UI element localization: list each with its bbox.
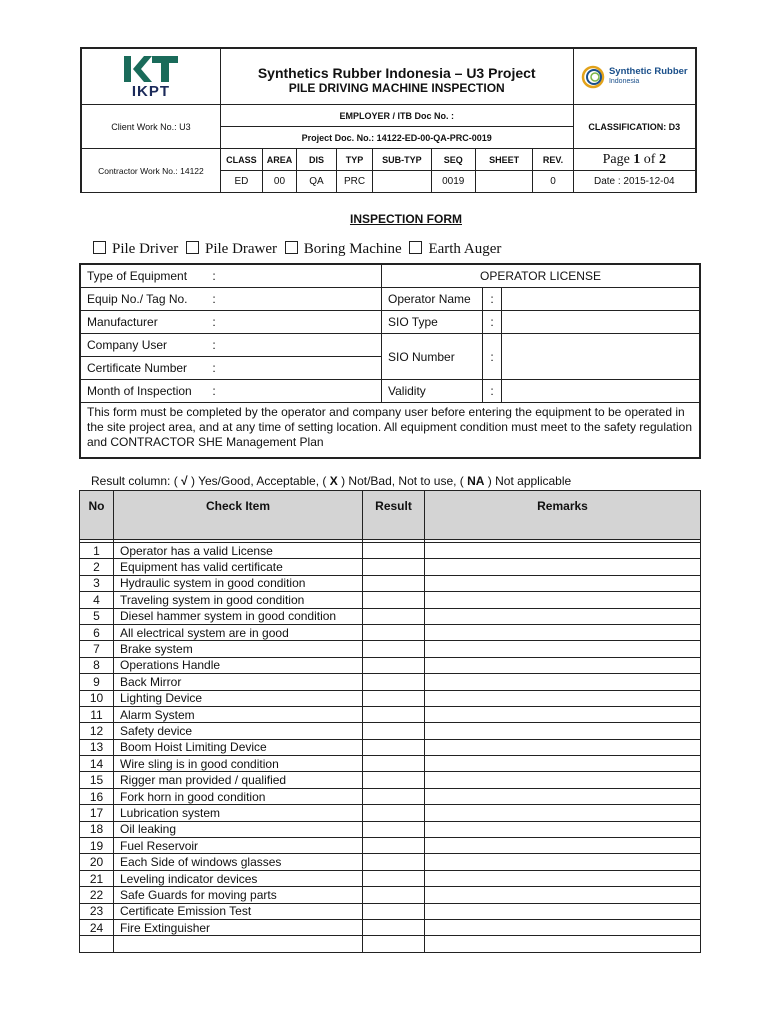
check-item: Leveling indicator devices bbox=[114, 870, 363, 886]
table-row bbox=[80, 739, 701, 755]
row-number: 11 bbox=[80, 706, 114, 722]
colon: : bbox=[483, 380, 502, 403]
check-item: Boom Hoist Limiting Device bbox=[114, 739, 363, 755]
result-cell[interactable] bbox=[363, 592, 425, 608]
result-cell[interactable] bbox=[363, 756, 425, 772]
page-number: 1 bbox=[633, 151, 641, 167]
client-logo-cell bbox=[573, 49, 695, 105]
table-row bbox=[80, 706, 701, 722]
label-manufacturer: Manufacturer bbox=[81, 311, 210, 334]
row-number: 14 bbox=[80, 756, 114, 772]
table-row bbox=[80, 543, 701, 559]
colon: : bbox=[209, 288, 219, 311]
label-company-user: Company User bbox=[81, 334, 210, 357]
empty-cell[interactable] bbox=[363, 936, 425, 952]
empty-cell[interactable] bbox=[425, 936, 701, 952]
table-row bbox=[80, 624, 701, 640]
client-logo-name: Synthetic Rubber bbox=[608, 65, 688, 77]
check-item: Fork horn in good condition bbox=[114, 788, 363, 804]
table-row bbox=[80, 559, 701, 575]
remarks-cell[interactable] bbox=[425, 788, 701, 804]
remarks-cell[interactable] bbox=[425, 674, 701, 690]
option-label: Pile Driver bbox=[112, 241, 179, 257]
remarks-cell[interactable] bbox=[425, 854, 701, 870]
company-user-field[interactable] bbox=[219, 334, 382, 357]
legend-prefix: Result column: ( bbox=[91, 474, 182, 488]
check-item: Operations Handle bbox=[114, 657, 363, 673]
result-cell[interactable] bbox=[363, 772, 425, 788]
val-rev: 0 bbox=[533, 171, 573, 193]
result-cell[interactable] bbox=[363, 821, 425, 837]
equipment-options bbox=[93, 241, 501, 258]
result-cell[interactable] bbox=[363, 706, 425, 722]
result-cell[interactable] bbox=[363, 690, 425, 706]
col-sheet: SHEET bbox=[475, 149, 533, 171]
check-item: Fuel Reservoir bbox=[114, 838, 363, 854]
result-cell[interactable] bbox=[363, 543, 425, 559]
colon: : bbox=[483, 311, 502, 334]
operator-name-field[interactable] bbox=[502, 288, 700, 311]
col-class: CLASS bbox=[220, 149, 262, 171]
label-operator-name: Operator Name bbox=[382, 288, 483, 311]
val-area: 00 bbox=[263, 171, 297, 193]
operator-license-heading: OPERATOR LICENSE bbox=[382, 265, 700, 288]
label-month-of-inspection: Month of Inspection bbox=[81, 380, 210, 403]
table-empty-row bbox=[80, 936, 701, 952]
option-boring-machine[interactable] bbox=[285, 241, 402, 257]
check-item: Operator has a valid License bbox=[114, 543, 363, 559]
ikpt-logo bbox=[82, 54, 220, 99]
page-prefix: Page bbox=[602, 151, 634, 167]
colon: : bbox=[209, 265, 219, 288]
colon: : bbox=[209, 334, 219, 357]
option-label: Earth Auger bbox=[428, 241, 502, 257]
val-sub-typ bbox=[373, 171, 432, 193]
row-number: 1 bbox=[80, 543, 114, 559]
remarks-cell[interactable] bbox=[425, 559, 701, 575]
checklist-table bbox=[79, 490, 701, 953]
type-of-equipment-field[interactable] bbox=[219, 265, 382, 288]
label-validity: Validity bbox=[382, 380, 483, 403]
table-row bbox=[80, 592, 701, 608]
table-row bbox=[80, 919, 701, 935]
result-cell[interactable] bbox=[363, 903, 425, 919]
col-area: AREA bbox=[263, 149, 297, 171]
result-cell[interactable] bbox=[363, 887, 425, 903]
header-check-item: Check Item bbox=[114, 491, 363, 540]
result-cell[interactable] bbox=[363, 608, 425, 624]
manufacturer-field[interactable] bbox=[219, 311, 382, 334]
table-row bbox=[80, 575, 701, 591]
result-cell[interactable] bbox=[363, 739, 425, 755]
row-number: 19 bbox=[80, 838, 114, 854]
row-number: 6 bbox=[80, 624, 114, 640]
check-item: Oil leaking bbox=[114, 821, 363, 837]
row-number: 22 bbox=[80, 887, 114, 903]
ikpt-logo-text: IKPT bbox=[131, 83, 170, 100]
result-cell[interactable] bbox=[363, 919, 425, 935]
title-cell bbox=[220, 49, 573, 105]
row-number: 2 bbox=[80, 559, 114, 575]
legend-x-mark: X bbox=[329, 474, 338, 488]
validity-field[interactable] bbox=[502, 380, 700, 403]
row-number: 4 bbox=[80, 592, 114, 608]
header-remarks: Remarks bbox=[425, 491, 701, 540]
label-type-of-equipment: Type of Equipment bbox=[81, 265, 210, 288]
colon: : bbox=[483, 288, 502, 311]
form-note: This form must be completed by the operator and company user before entering the equipment to be operated in the site project area, and at any time of setting location. All equipment condition must meet to the safety regulation and CONTRACTOR SHE Management Plan bbox=[81, 403, 700, 458]
synthetic-rubber-logo bbox=[574, 65, 695, 89]
check-item: All electrical system are in good bbox=[114, 624, 363, 640]
remarks-cell[interactable] bbox=[425, 821, 701, 837]
row-number: 18 bbox=[80, 821, 114, 837]
table-row bbox=[80, 805, 701, 821]
check-item: Traveling system in good condition bbox=[114, 592, 363, 608]
remarks-cell[interactable] bbox=[425, 919, 701, 935]
check-item: Safe Guards for moving parts bbox=[114, 887, 363, 903]
check-item: Safety device bbox=[114, 723, 363, 739]
client-work-no: Client Work No.: U3 bbox=[82, 105, 221, 149]
row-number: 20 bbox=[80, 854, 114, 870]
result-cell[interactable] bbox=[363, 559, 425, 575]
page-of: of bbox=[640, 151, 659, 167]
remarks-cell[interactable] bbox=[425, 657, 701, 673]
table-row bbox=[80, 674, 701, 690]
form-title: PILE DRIVING MACHINE INSPECTION bbox=[288, 80, 505, 95]
col-sub-typ: SUB-TYP bbox=[373, 149, 432, 171]
row-number: 23 bbox=[80, 903, 114, 919]
equipment-info-table bbox=[79, 263, 701, 459]
col-seq: SEQ bbox=[431, 149, 475, 171]
row-number: 13 bbox=[80, 739, 114, 755]
row-number: 17 bbox=[80, 805, 114, 821]
checkbox-icon[interactable] bbox=[409, 241, 422, 254]
check-item: Wire sling is in good condition bbox=[114, 756, 363, 772]
table-row bbox=[80, 723, 701, 739]
result-cell[interactable] bbox=[363, 657, 425, 673]
project-doc: Project Doc. No.: 14122-ED-00-QA-PRC-0019 bbox=[220, 127, 573, 149]
remarks-cell[interactable] bbox=[425, 739, 701, 755]
remarks-cell[interactable] bbox=[425, 756, 701, 772]
legend-na-text: ) Not applicable bbox=[484, 474, 572, 488]
check-item: Brake system bbox=[114, 641, 363, 657]
row-number: 10 bbox=[80, 690, 114, 706]
option-label: Boring Machine bbox=[303, 241, 402, 257]
result-cell[interactable] bbox=[363, 624, 425, 640]
table-row bbox=[80, 903, 701, 919]
option-label: Pile Drawer bbox=[204, 241, 278, 257]
row-number: 3 bbox=[80, 575, 114, 591]
option-earth-auger[interactable] bbox=[409, 241, 501, 257]
legend-good: ) Yes/Good, Acceptable, ( bbox=[187, 474, 330, 488]
result-cell[interactable] bbox=[363, 575, 425, 591]
colon: : bbox=[209, 311, 219, 334]
row-number: 12 bbox=[80, 723, 114, 739]
remarks-cell[interactable] bbox=[425, 641, 701, 657]
colon: : bbox=[209, 380, 219, 403]
label-certificate-number: Certificate Number bbox=[81, 357, 210, 380]
date: Date : 2015-12-04 bbox=[573, 171, 695, 193]
colon: : bbox=[483, 334, 502, 380]
colon: : bbox=[209, 357, 219, 380]
employer-doc: EMPLOYER / ITB Doc No. : bbox=[220, 105, 573, 127]
table-row bbox=[80, 887, 701, 903]
label-equip-no: Equip No./ Tag No. bbox=[81, 288, 210, 311]
remarks-cell[interactable] bbox=[425, 903, 701, 919]
result-cell[interactable] bbox=[363, 674, 425, 690]
remarks-cell[interactable] bbox=[425, 624, 701, 640]
month-of-inspection-field[interactable] bbox=[219, 380, 382, 403]
remarks-cell[interactable] bbox=[425, 723, 701, 739]
row-number: 16 bbox=[80, 788, 114, 804]
row-number: 8 bbox=[80, 657, 114, 673]
val-sheet bbox=[475, 171, 533, 193]
val-seq: 0019 bbox=[431, 171, 475, 193]
result-cell[interactable] bbox=[363, 723, 425, 739]
val-dis: QA bbox=[296, 171, 336, 193]
checkbox-icon[interactable] bbox=[285, 241, 298, 254]
check-item: Equipment has valid certificate bbox=[114, 559, 363, 575]
certificate-number-field[interactable] bbox=[219, 357, 382, 380]
table-row bbox=[80, 838, 701, 854]
result-cell[interactable] bbox=[363, 641, 425, 657]
val-class: ED bbox=[220, 171, 262, 193]
client-logo-sub: Indonesia bbox=[608, 77, 640, 85]
table-row bbox=[80, 641, 701, 657]
check-item: Alarm System bbox=[114, 706, 363, 722]
result-cell[interactable] bbox=[363, 788, 425, 804]
table-row bbox=[80, 854, 701, 870]
checkbox-icon[interactable] bbox=[93, 241, 106, 254]
row-number: 5 bbox=[80, 608, 114, 624]
page-total: 2 bbox=[658, 151, 666, 167]
ikpt-logo-icon bbox=[122, 54, 180, 84]
remarks-cell[interactable] bbox=[425, 805, 701, 821]
option-pile-drawer[interactable] bbox=[186, 241, 277, 257]
remarks-cell[interactable] bbox=[425, 690, 701, 706]
result-cell[interactable] bbox=[363, 805, 425, 821]
check-item: Lubrication system bbox=[114, 805, 363, 821]
empty-cell bbox=[80, 936, 114, 952]
header-result: Result bbox=[363, 491, 425, 540]
remarks-cell[interactable] bbox=[425, 870, 701, 886]
check-item: Back Mirror bbox=[114, 674, 363, 690]
form-heading: INSPECTION FORM bbox=[349, 212, 462, 226]
table-row bbox=[80, 657, 701, 673]
result-cell[interactable] bbox=[363, 838, 425, 854]
check-item: Certificate Emission Test bbox=[114, 903, 363, 919]
val-typ: PRC bbox=[337, 171, 373, 193]
header-no: No bbox=[80, 491, 114, 540]
check-item: Fire Extinguisher bbox=[114, 919, 363, 935]
col-typ: TYP bbox=[337, 149, 373, 171]
check-item: Each Side of windows glasses bbox=[114, 854, 363, 870]
empty-cell bbox=[114, 936, 363, 952]
remarks-cell[interactable] bbox=[425, 608, 701, 624]
remarks-cell[interactable] bbox=[425, 838, 701, 854]
check-item: Rigger man provided / qualified bbox=[114, 772, 363, 788]
row-number: 21 bbox=[80, 870, 114, 886]
row-number: 24 bbox=[80, 919, 114, 935]
project-title: Synthetics Rubber Indonesia – U3 Project bbox=[257, 64, 536, 81]
check-item: Diesel hammer system in good condition bbox=[114, 608, 363, 624]
row-number: 15 bbox=[80, 772, 114, 788]
equip-no-field[interactable] bbox=[219, 288, 382, 311]
table-row bbox=[80, 608, 701, 624]
table-row bbox=[80, 788, 701, 804]
result-legend bbox=[91, 474, 571, 488]
label-sio-number: SIO Number bbox=[382, 334, 483, 380]
check-item: Hydraulic system in good condition bbox=[114, 575, 363, 591]
table-row bbox=[80, 870, 701, 886]
col-rev: REV. bbox=[533, 149, 573, 171]
remarks-cell[interactable] bbox=[425, 887, 701, 903]
document-header bbox=[80, 47, 697, 193]
remarks-cell[interactable] bbox=[425, 543, 701, 559]
col-dis: DIS bbox=[296, 149, 336, 171]
legend-na-mark: NA bbox=[467, 474, 485, 488]
ikpt-logo-cell bbox=[82, 49, 221, 105]
result-cell[interactable] bbox=[363, 854, 425, 870]
legend-bad: ) Not/Bad, Not to use, ( bbox=[337, 474, 468, 488]
table-row bbox=[80, 772, 701, 788]
check-item: Lighting Device bbox=[114, 690, 363, 706]
page-indicator bbox=[573, 149, 695, 171]
row-number: 7 bbox=[80, 641, 114, 657]
table-row bbox=[80, 756, 701, 772]
sio-number-field[interactable] bbox=[502, 334, 700, 380]
result-cell[interactable] bbox=[363, 870, 425, 886]
row-number: 9 bbox=[80, 674, 114, 690]
label-sio-type: SIO Type bbox=[382, 311, 483, 334]
option-pile-driver[interactable] bbox=[93, 241, 178, 257]
remarks-cell[interactable] bbox=[425, 772, 701, 788]
synthetic-rubber-logo-icon bbox=[581, 65, 605, 89]
legend-check-mark: √ bbox=[181, 474, 188, 488]
remarks-cell[interactable] bbox=[425, 592, 701, 608]
table-row bbox=[80, 690, 701, 706]
classification: CLASSIFICATION: D3 bbox=[573, 105, 695, 149]
checkbox-icon[interactable] bbox=[186, 241, 199, 254]
remarks-cell[interactable] bbox=[425, 575, 701, 591]
sio-type-field[interactable] bbox=[502, 311, 700, 334]
contractor-work-no: Contractor Work No.: 14122 bbox=[82, 149, 221, 193]
table-row bbox=[80, 821, 701, 837]
remarks-cell[interactable] bbox=[425, 706, 701, 722]
